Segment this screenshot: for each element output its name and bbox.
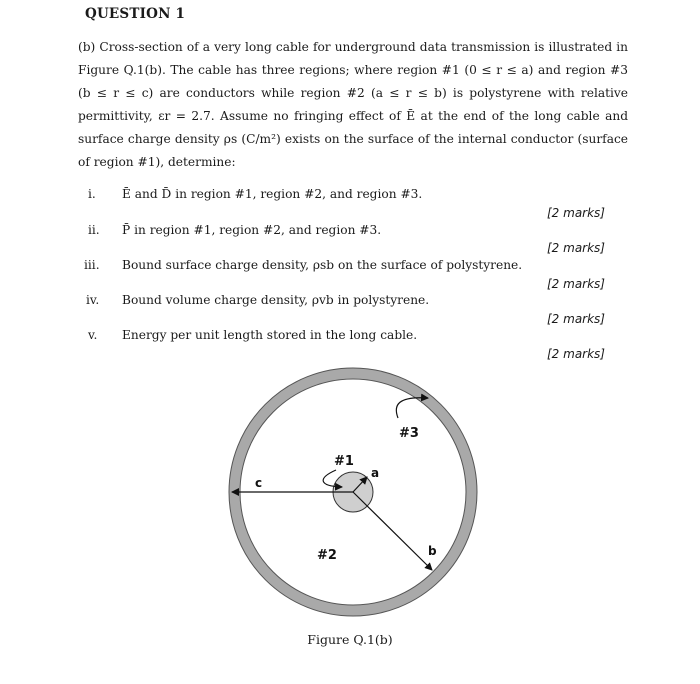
item-text: Bound volume charge density, ρvb in polystyrene. <box>122 293 430 307</box>
item-marks: [2 marks] <box>547 241 605 255</box>
region3-label: #3 <box>399 426 419 441</box>
figure-caption: Figure Q.1(b) <box>307 632 393 647</box>
item-marks: [2 marks] <box>547 347 605 361</box>
region1-label: #1 <box>334 454 354 469</box>
item-text: Bound surface charge density, ρsb on the surface of polystyrene. <box>122 258 523 272</box>
item-number: iii. <box>84 258 100 272</box>
radius-b-label: b <box>428 544 437 558</box>
item-text: Energy per unit length stored in the long cable. <box>122 328 418 342</box>
radius-a-label: a <box>371 466 380 480</box>
question-heading: QUESTION 1 <box>85 6 186 22</box>
item-number: iv. <box>86 293 100 307</box>
region2-label: #2 <box>317 548 337 563</box>
item-marks: [2 marks] <box>547 312 605 326</box>
question-intro-text: (b) Cross-section of a very long cable for underground data transmission is illustrated in Figure Q.1(b). The cable has three regions; where region #1 (0 ≤ r ≤ a) and region #3 (b ≤ r ≤ c) are conductors while region #2 (a ≤ r ≤ b) is polystyrene with relative permittivity, εr = 2.7. Assume no fringing effect of Ē at the end of the long cable and surface charge density ρs (C/m²) exists on the surface of the internal conductor (surface of region #1), determine: <box>78 40 628 169</box>
item-number: ii. <box>88 223 100 237</box>
item-number: v. <box>88 328 98 342</box>
item-text: Ē and D̄ in region #1, region #2, and region #3. <box>122 187 423 201</box>
item-number: i. <box>88 187 96 201</box>
radius-c-label: c <box>255 476 263 490</box>
item-marks: [2 marks] <box>547 277 605 291</box>
item-marks: [2 marks] <box>547 206 605 220</box>
item-text: P̄ in region #1, region #2, and region #3. <box>122 223 382 237</box>
